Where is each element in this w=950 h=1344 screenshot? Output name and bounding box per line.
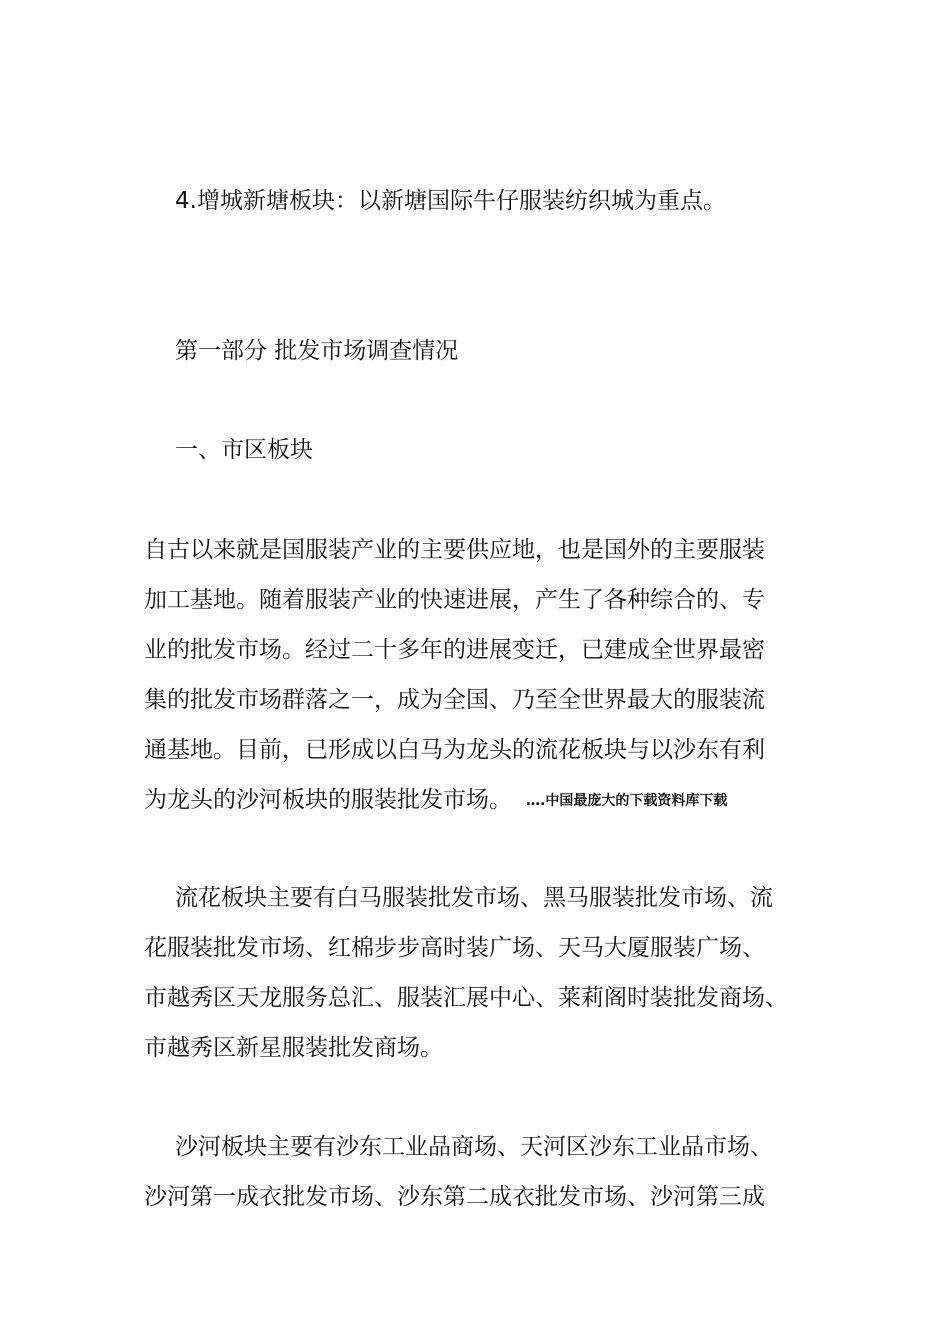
paragraph-1-line-3: 业的批发市场。经过二十多年的进展变迁，已建成全世界最密 — [144, 637, 765, 663]
paragraph-1-line-6 — [144, 784, 727, 817]
paragraph-1-line-2: 加工基地。随着服装产业的快速进展，产生了各种综合的、专 — [144, 587, 765, 613]
paragraph-1-line-4: 集的批发市场群落之一，成为全国、乃至全世界最大的服装流 — [144, 687, 765, 713]
paragraph-3-line-2: 沙河第一成衣批发市场、沙东第二成衣批发市场、沙河第三成 — [144, 1184, 765, 1210]
paragraph-2-line-4: 市越秀区新星服装批发商场。 — [144, 1035, 443, 1061]
list-item-4: 4.增城新塘板块：以新塘国际牛仔服装纺织城为重点。 — [175, 188, 726, 214]
paragraph-2-line-2: 花服装批发市场、红棉步步高时装广场、天马大厦服装广场、 — [144, 935, 765, 961]
paragraph-1-line-6-text: 为龙头的沙河板块的服装批发市场。 — [144, 787, 512, 813]
section-heading: 一、市区板块 — [175, 437, 313, 463]
part-heading: 第一部分 批发市场调查情况 — [175, 338, 459, 364]
paragraph-1-line-5: 通基地。目前，已形成以白马为龙头的流花板块与以沙东有利 — [144, 737, 765, 763]
paragraph-2-line-1: 流花板块主要有白马服装批发市场、黑马服装批发市场、流 — [175, 885, 773, 911]
paragraph-1-line-1: 自古以来就是国服装产业的主要供应地，也是国外的主要服装 — [144, 537, 765, 563]
paragraph-3-line-1: 沙河板块主要有沙东工业品商场、天河区沙东工业品市场、 — [175, 1134, 773, 1160]
watermark-note: ….中国最庞大的下载资料库下载 — [526, 793, 728, 809]
paragraph-2-line-3: 市越秀区天龙服务总汇、服装汇展中心、莱莉阁时装批发商场、 — [144, 985, 788, 1011]
